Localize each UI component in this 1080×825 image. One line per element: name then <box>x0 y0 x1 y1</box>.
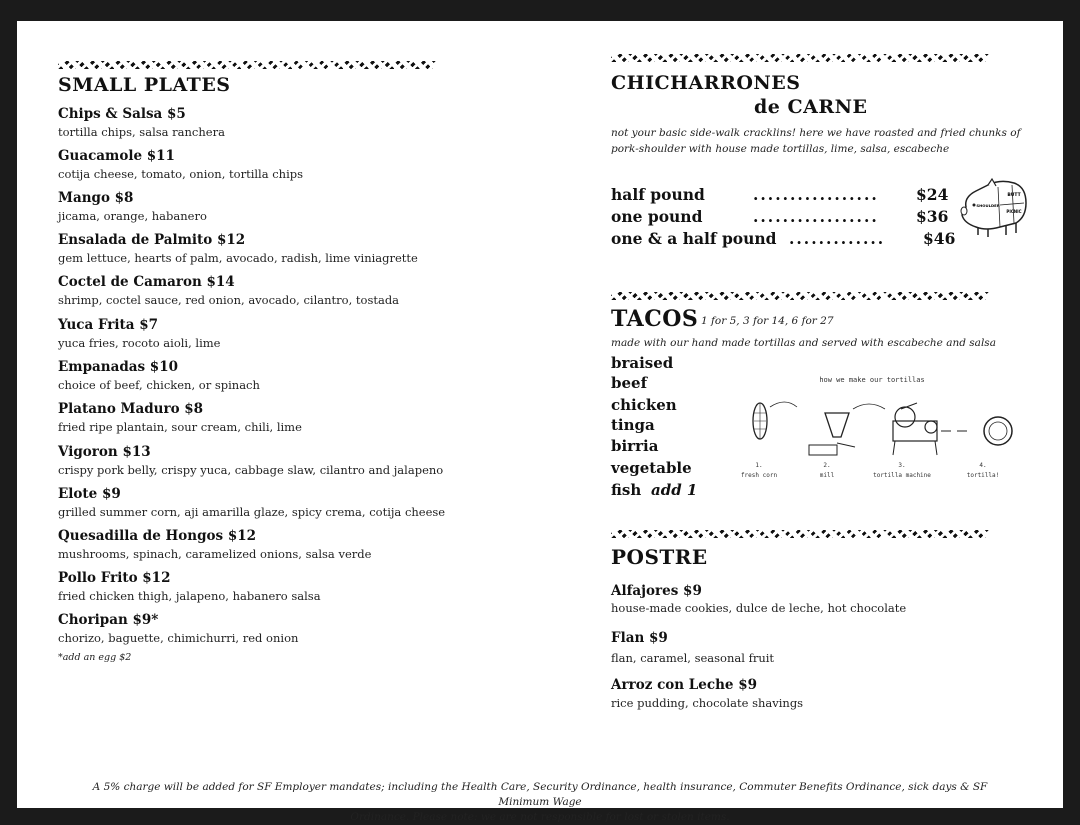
chicharrones-desc: not your basic side-walk cracklins! here we have roasted and fried chunks of <box>611 127 1021 139</box>
decorative-border <box>611 292 989 300</box>
price-value: $46 <box>923 229 956 248</box>
menu-item-desc: cotija cheese, tomato, onion, tortilla chips <box>58 167 304 181</box>
menu-item-desc: house-made cookies, dulce de leche, hot chocolate <box>611 601 907 615</box>
section-title-chicharrones: CHICHARRONES <box>611 72 801 94</box>
pig-label-shoulder: SHOULDER <box>976 203 1000 208</box>
pig-label-butt: BUTT <box>1007 193 1021 198</box>
decorative-border <box>611 54 989 62</box>
taco-item: fish <box>611 481 642 499</box>
step-number: 2. <box>823 462 831 469</box>
price-leader: ................. <box>753 207 879 226</box>
price-label: half pound <box>611 185 705 204</box>
price-leader: ................. <box>753 185 879 204</box>
tacos-desc: made with our hand made tortillas and served with escabeche and salsa <box>611 337 996 349</box>
menu-item-name: Platano Maduro $8 <box>58 401 204 417</box>
menu-item-desc: chorizo, baguette, chimichurri, red onion <box>58 631 299 645</box>
step-number: 3. <box>898 462 906 469</box>
taco-item: birria <box>611 437 659 455</box>
taco-fish-addon: add 1 <box>651 481 698 499</box>
menu-item-name: Yuca Frita $7 <box>58 317 159 333</box>
menu-item-desc: crispy pork belly, crispy yuca, cabbage slaw, cilantro and jalapeno <box>58 463 444 477</box>
menu-item-desc: rice pudding, chocolate shavings <box>611 696 804 710</box>
menu-item-name: Ensalada de Palmito $12 <box>58 232 246 248</box>
taco-item: braised <box>611 354 674 372</box>
diagram-title: how we make our tortillas <box>819 376 925 384</box>
taco-item: vegetable <box>611 459 692 477</box>
price-label: one pound <box>611 207 703 226</box>
menu-item-desc: mushrooms, spinach, caramelized onions, salsa verde <box>58 547 372 561</box>
section-title-postre: POSTRE <box>611 545 708 569</box>
footer-line: Ordinance. Please note: we are not responsible for lost or stolen items. <box>350 811 730 823</box>
tacos-pricing: 1 for 5, 3 for 14, 6 for 27 <box>701 315 834 327</box>
pig-label-picnic: PICNIC <box>1006 209 1022 214</box>
egg-note: *add an egg $2 <box>58 652 132 663</box>
decorative-border <box>611 530 989 538</box>
step-label: tortilla! <box>966 472 1000 479</box>
taco-item: chicken <box>611 396 677 414</box>
pig-illustration <box>958 177 1030 239</box>
menu-item-name: Chips & Salsa $5 <box>58 106 186 122</box>
footer-line: A 5% charge will be added for SF Employer mandates; including the Health Care, Security Ordinance, health insurance, Commuter Benefits Ordinance, sick days & SF Minimum Wage <box>92 781 988 808</box>
menu-item-name: Choripan $9* <box>58 612 159 628</box>
menu-item-desc: yuca fries, rocoto aioli, lime <box>58 336 221 350</box>
menu-item-name: Mango $8 <box>58 190 134 206</box>
menu-item-desc: jicama, orange, habanero <box>58 209 207 223</box>
tortilla-icon <box>984 417 1012 445</box>
taco-item: tinga <box>611 416 655 434</box>
menu-item-desc: choice of beef, chicken, or spinach <box>58 378 260 392</box>
menu-item-name: Guacamole $11 <box>58 148 175 164</box>
mill-icon <box>825 413 849 437</box>
menu-item-name: Vigoron $13 <box>58 444 151 460</box>
menu-item-name: Alfajores $9 <box>611 583 702 599</box>
menu-item-name: Coctel de Camaron $14 <box>58 274 235 290</box>
tortilla-diagram <box>745 383 1015 461</box>
menu-item-desc: flan, caramel, seasonal fruit <box>611 651 775 665</box>
menu-item-name: Empanadas $10 <box>58 359 178 375</box>
decorative-border <box>58 61 436 69</box>
step-label: mill <box>819 472 835 479</box>
taco-item: beef <box>611 374 648 392</box>
footer-note <box>67 780 1013 825</box>
menu-item-desc: gem lettuce, hearts of palm, avocado, radish, lime viniagrette <box>58 251 418 265</box>
menu-item-name: Flan $9 <box>611 630 668 646</box>
step-number: 4. <box>979 462 987 469</box>
menu-item-desc: fried ripe plantain, sour cream, chili, lime <box>58 420 302 434</box>
chicharrones-desc: pork-shoulder with house made tortillas, lime, salsa, escabeche <box>611 143 950 155</box>
menu-item-name: Quesadilla de Hongos $12 <box>58 528 257 544</box>
menu-item-name: Arroz con Leche $9 <box>611 677 758 693</box>
price-value: $36 <box>916 207 949 226</box>
section-subtitle-de-carne: de CARNE <box>754 96 868 118</box>
menu-item-name: Pollo Frito $12 <box>58 570 171 586</box>
section-title-tacos: TACOS <box>611 306 699 332</box>
tortilla-machine-icon <box>893 421 937 441</box>
price-value: $24 <box>916 185 949 204</box>
step-label: fresh corn <box>740 472 778 479</box>
menu-item-name: Elote $9 <box>58 486 121 502</box>
menu-item-desc: grilled summer corn, aji amarilla glaze, spicy crema, cotija cheese <box>58 505 446 519</box>
section-title-small-plates: SMALL PLATES <box>58 74 231 96</box>
menu-item-desc: tortilla chips, salsa ranchera <box>58 125 225 139</box>
step-label: tortilla machine <box>873 472 931 479</box>
menu-item-desc: shrimp, coctel sauce, red onion, avocado, cilantro, tostada <box>58 293 400 307</box>
menu-page <box>17 21 1063 823</box>
price-label: one & a half pound <box>611 229 777 248</box>
menu-item-desc: fried chicken thigh, jalapeno, habanero salsa <box>58 589 321 603</box>
price-leader: ............. <box>789 229 886 248</box>
step-number: 1. <box>755 462 763 469</box>
